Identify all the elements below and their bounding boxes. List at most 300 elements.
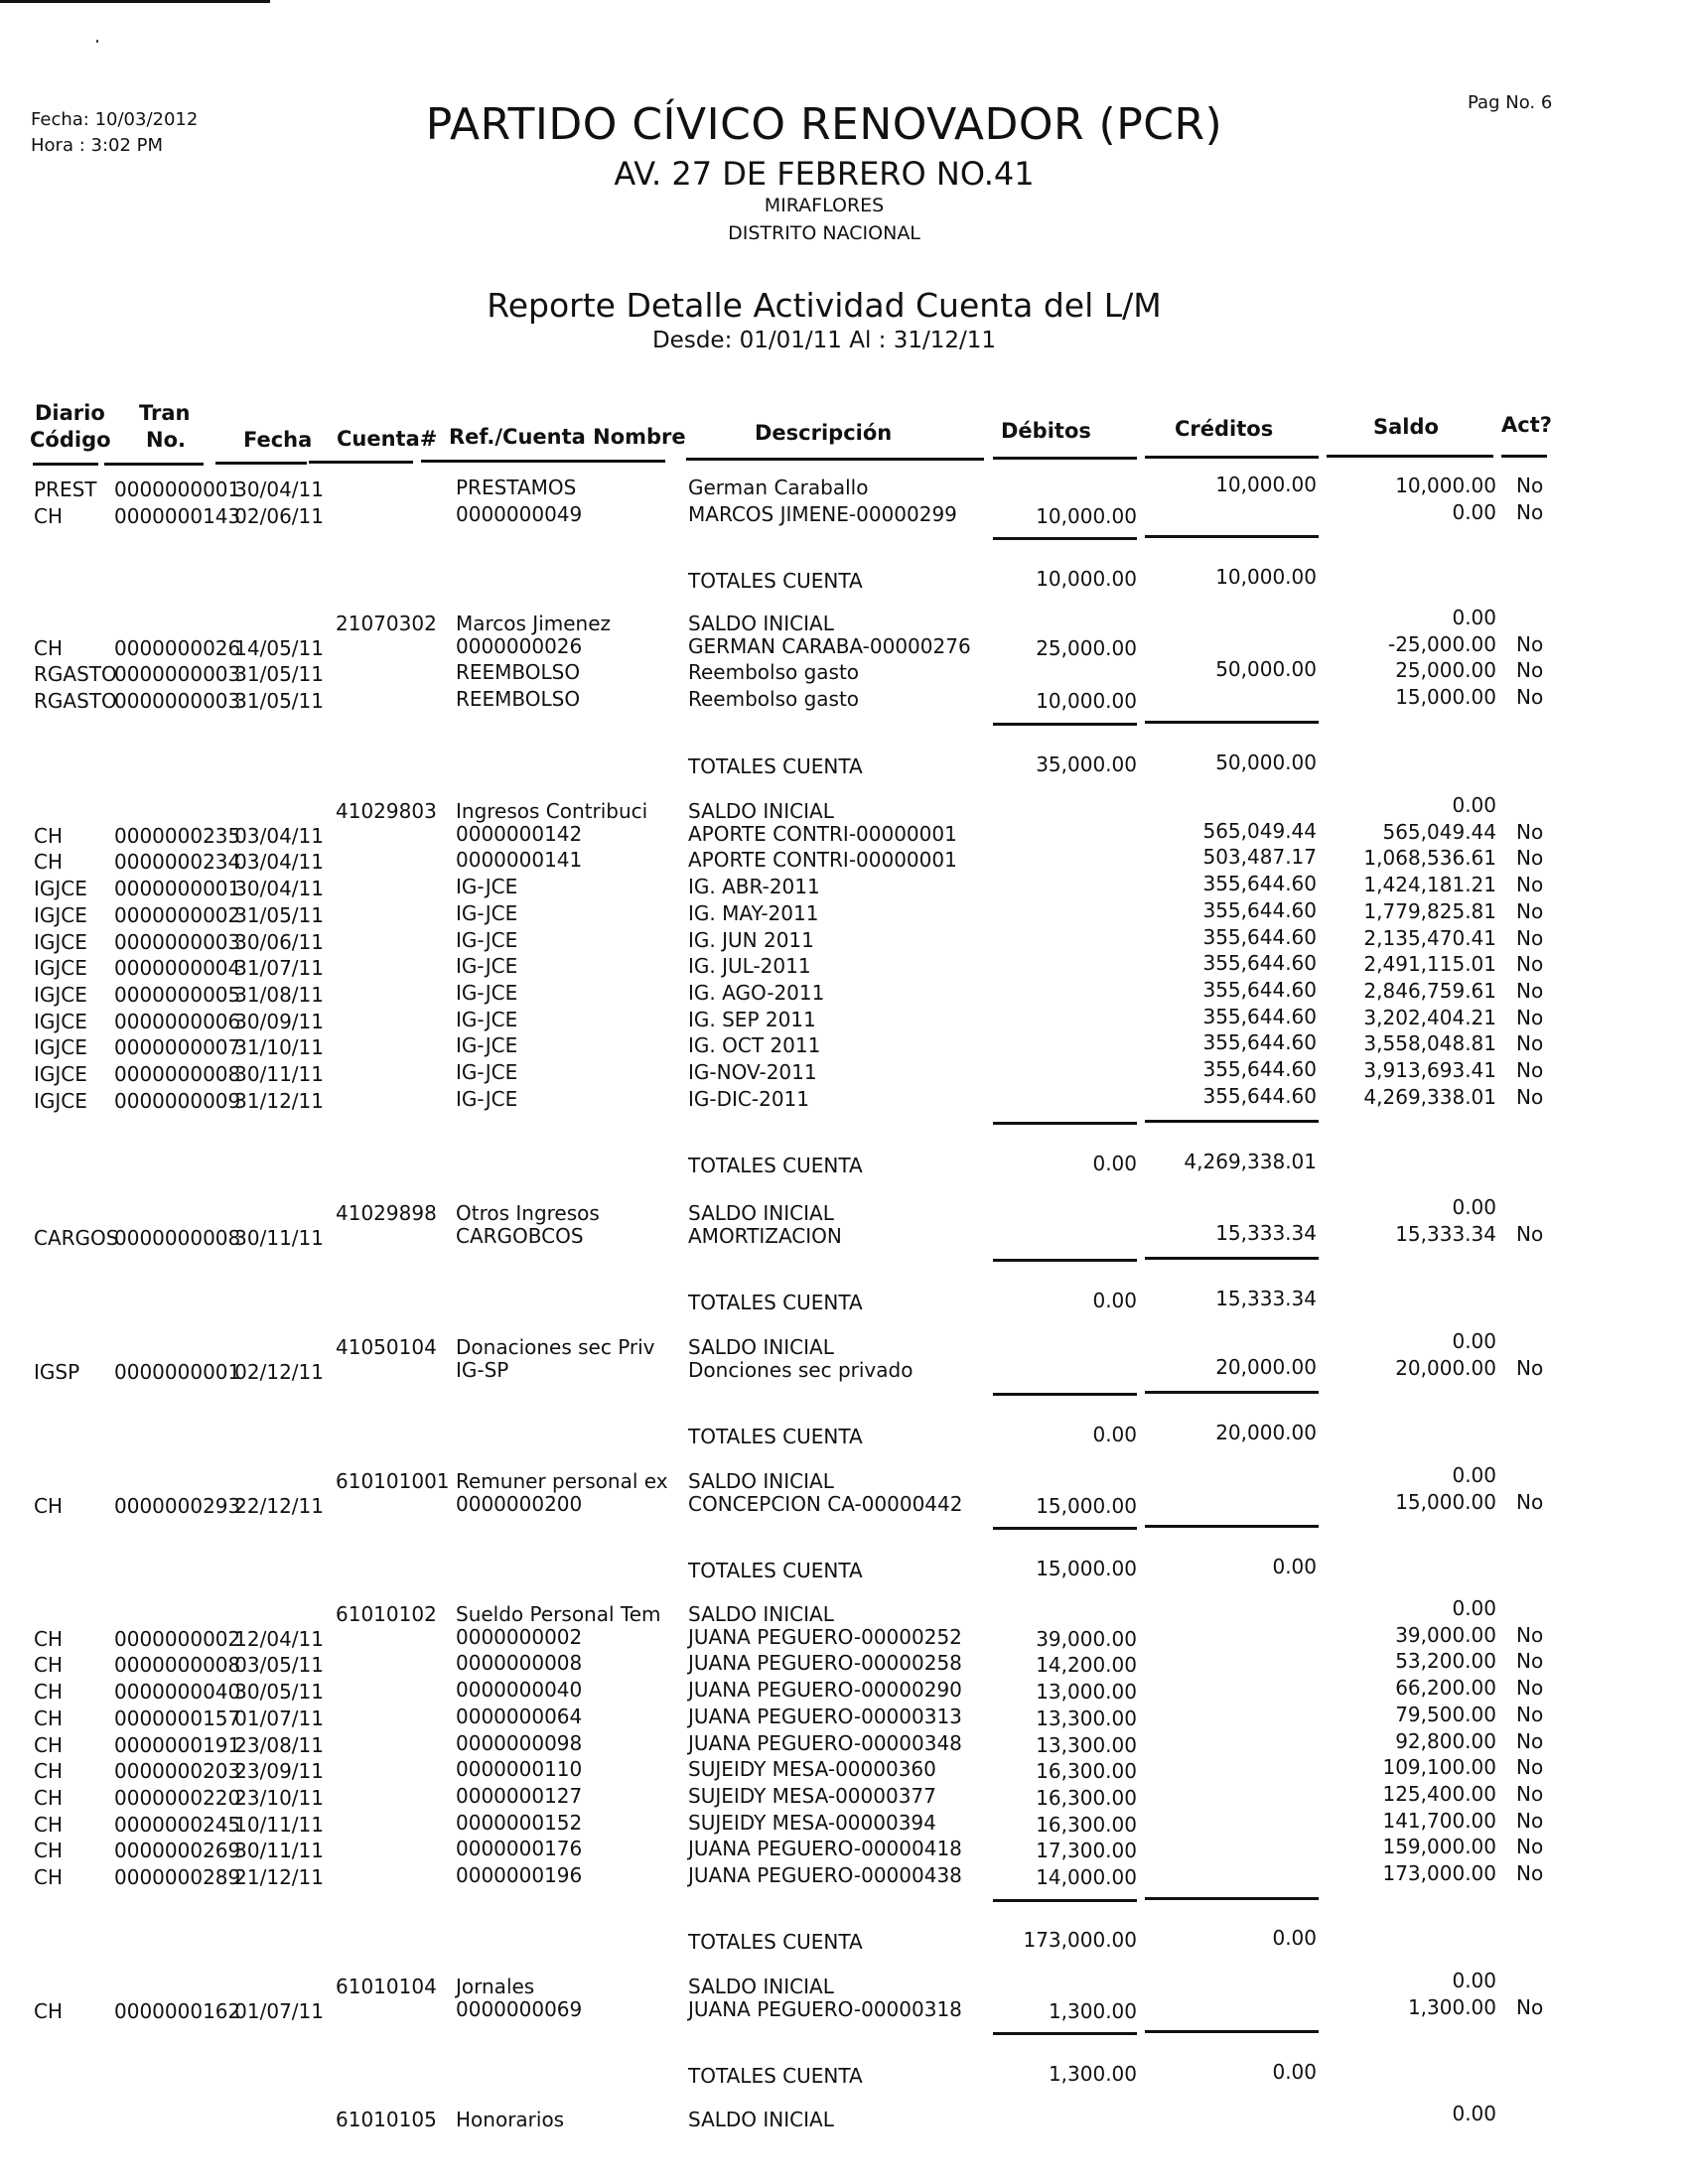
description: JUANA PEGUERO-00000258	[688, 1651, 962, 1676]
tran-number: 0000000001	[114, 1359, 241, 1384]
total-credits: 10,000.00	[1215, 565, 1317, 590]
credit-amount: 355,644.60	[1202, 1057, 1317, 1081]
saldo-inicial-value: 0.00	[1452, 1969, 1496, 1992]
total-credits: 0.00	[1272, 2060, 1317, 2085]
report-title: Reporte Detalle Actividad Cuenta del L/M	[487, 286, 1162, 325]
col-header-descripcion: Descripción	[755, 421, 893, 445]
entry-date: 31/05/11	[234, 662, 324, 687]
saldo-inicial-value: 0.00	[1452, 1463, 1496, 1487]
col-underline	[1327, 455, 1493, 458]
totals-label: TOTALES CUENTA	[688, 753, 863, 778]
total-rule-debit	[993, 1899, 1137, 1902]
col-underline	[686, 458, 984, 461]
tran-number: 0000000234	[114, 850, 241, 875]
balance-amount: 1,424,181.21	[1363, 873, 1496, 897]
total-rule-debit	[993, 537, 1137, 540]
diario-code: IGJCE	[34, 1088, 87, 1113]
col-header-diario: Diario	[35, 401, 105, 425]
diario-code: IGJCE	[34, 982, 87, 1007]
entry-date: 03/04/11	[234, 850, 324, 875]
description: Reembolso gasto	[688, 687, 860, 712]
saldo-inicial-value: 0.00	[1452, 1195, 1496, 1219]
description: IG. JUN 2011	[688, 927, 814, 952]
description: JUANA PEGUERO-00000313	[688, 1704, 962, 1728]
credit-amount: 355,644.60	[1202, 872, 1317, 896]
diario-code: IGJCE	[34, 902, 87, 927]
total-rule-credit	[1145, 1897, 1319, 1900]
balance-amount: 92,800.00	[1395, 1728, 1496, 1753]
act-flag: No	[1516, 873, 1544, 897]
balance-amount: 10,000.00	[1395, 474, 1496, 497]
total-rule-debit	[993, 1122, 1137, 1125]
diario-code: CH	[34, 1626, 64, 1651]
saldo-inicial-label: SALDO INICIAL	[688, 1602, 834, 1626]
credit-amount: 50,000.00	[1215, 657, 1317, 682]
diario-code: IGJCE	[34, 1062, 87, 1086]
account-name: Marcos Jimenez	[456, 612, 612, 635]
col-header-act: Act?	[1501, 413, 1552, 437]
debit-amount: 14,000.00	[1036, 1865, 1137, 1889]
credit-amount: 565,049.44	[1202, 818, 1317, 843]
saldo-inicial-label: SALDO INICIAL	[688, 1335, 834, 1359]
act-flag: No	[1516, 819, 1544, 844]
col-header-tran-no: No.	[146, 428, 186, 452]
tran-number: 0000000269	[114, 1839, 241, 1863]
act-flag: No	[1516, 1835, 1544, 1859]
act-flag: No	[1516, 1622, 1544, 1647]
diario-code: CARGOS	[34, 1225, 119, 1250]
act-flag: No	[1516, 925, 1544, 950]
saldo-inicial-value: 0.00	[1452, 793, 1496, 817]
total-credits: 4,269,338.01	[1184, 1150, 1317, 1174]
debit-amount: 10,000.00	[1036, 503, 1137, 528]
credit-amount: 355,644.60	[1202, 951, 1317, 976]
balance-amount: 125,400.00	[1382, 1781, 1496, 1806]
tran-number: 0000000009	[114, 1088, 241, 1113]
col-underline	[33, 463, 98, 466]
entry-date: 03/05/11	[234, 1653, 324, 1678]
entry-date: 01/07/11	[234, 1706, 324, 1730]
col-header-saldo: Saldo	[1373, 415, 1439, 439]
ref-account: 0000000049	[456, 501, 583, 526]
ref-account: 0000000110	[456, 1757, 583, 1782]
ref-account: 0000000127	[456, 1783, 583, 1808]
balance-amount: 2,491,115.01	[1363, 952, 1496, 977]
diario-code: CH	[34, 1785, 64, 1810]
diario-code: IGJCE	[34, 929, 87, 954]
ref-account: CARGOBCOS	[456, 1223, 584, 1248]
col-underline	[1501, 455, 1547, 458]
totals-label: TOTALES CUENTA	[688, 1559, 863, 1583]
diario-code: IGJCE	[34, 1009, 87, 1033]
account-name: Sueldo Personal Tem	[456, 1602, 661, 1626]
organization-address: AV. 27 DE FEBRERO NO.41	[614, 155, 1035, 193]
description: JUANA PEGUERO-00000438	[688, 1863, 962, 1887]
entry-date: 30/05/11	[234, 1680, 324, 1705]
diario-code: CH	[34, 1759, 64, 1784]
totals-label: TOTALES CUENTA	[688, 1291, 863, 1315]
saldo-inicial-label: SALDO INICIAL	[688, 1201, 834, 1225]
balance-amount: 0.00	[1452, 499, 1496, 524]
tran-number: 0000000245	[114, 1812, 241, 1837]
account-number: 41050104	[336, 1335, 437, 1359]
saldo-inicial-label: SALDO INICIAL	[688, 799, 834, 823]
credit-amount: 355,644.60	[1202, 1083, 1317, 1108]
saldo-inicial-label: SALDO INICIAL	[688, 1469, 834, 1493]
col-underline	[993, 457, 1137, 460]
diario-code: CH	[34, 1865, 64, 1889]
balance-amount: 15,333.34	[1395, 1221, 1496, 1246]
balance-amount: 15,000.00	[1395, 685, 1496, 710]
ref-account: IG-JCE	[456, 1060, 518, 1084]
diario-code: CH	[34, 1732, 64, 1757]
entry-date: 23/08/11	[234, 1732, 324, 1757]
description: IG. OCT 2011	[688, 1033, 821, 1058]
diario-code: CH	[34, 1998, 64, 2023]
balance-amount: 66,200.00	[1395, 1676, 1496, 1701]
debit-amount: 15,000.00	[1036, 1493, 1137, 1518]
balance-amount: 15,000.00	[1395, 1489, 1496, 1514]
entry-date: 30/11/11	[234, 1225, 324, 1250]
ref-account: IG-JCE	[456, 954, 518, 979]
debit-amount: 25,000.00	[1036, 635, 1137, 660]
balance-amount: 1,300.00	[1407, 1994, 1496, 2019]
account-number: 21070302	[336, 612, 437, 635]
balance-amount: 53,200.00	[1395, 1649, 1496, 1674]
tran-number: 0000000026	[114, 635, 241, 660]
act-flag: No	[1516, 1649, 1544, 1674]
ref-account: IG-JCE	[456, 1086, 518, 1111]
account-number: 41029803	[336, 799, 437, 823]
tran-number: 0000000003	[114, 929, 241, 954]
ref-account: REEMBOLSO	[456, 687, 581, 712]
col-header-ref: Ref./Cuenta Nombre	[449, 425, 686, 449]
total-rule-debit	[993, 1393, 1137, 1396]
balance-amount: 2,135,470.41	[1363, 925, 1496, 950]
diario-code: RGASTO	[34, 689, 117, 714]
description: JUANA PEGUERO-00000252	[688, 1624, 962, 1649]
saldo-inicial-value: 0.00	[1452, 1329, 1496, 1353]
total-credits: 0.00	[1272, 1555, 1317, 1579]
debit-amount: 13,000.00	[1036, 1680, 1137, 1705]
diario-code: IGSP	[34, 1359, 80, 1384]
page-number: Pag No. 6	[1468, 92, 1553, 113]
account-number: 61010105	[336, 2108, 437, 2131]
act-flag: No	[1516, 499, 1544, 524]
diario-code: CH	[34, 1653, 64, 1678]
tran-number: 0000000220	[114, 1785, 241, 1810]
total-debits: 0.00	[1092, 1152, 1137, 1176]
description: IG. SEP 2011	[688, 1007, 816, 1031]
balance-amount: 39,000.00	[1395, 1622, 1496, 1647]
description: SUJEIDY MESA-00000394	[688, 1810, 936, 1835]
account-number: 610101001	[336, 1469, 450, 1493]
total-credits: 15,333.34	[1215, 1287, 1317, 1311]
ref-account: 0000000040	[456, 1678, 583, 1703]
ref-account: 0000000176	[456, 1837, 583, 1861]
ref-account: 0000000064	[456, 1704, 583, 1728]
act-flag: No	[1516, 1728, 1544, 1753]
saldo-inicial-label: SALDO INICIAL	[688, 1975, 834, 1998]
act-flag: No	[1516, 1808, 1544, 1833]
ref-account: IG-JCE	[456, 900, 518, 925]
balance-amount: 20,000.00	[1395, 1355, 1496, 1380]
tran-number: 0000000003	[114, 689, 241, 714]
ref-account: IG-JCE	[456, 980, 518, 1005]
tran-number: 0000000005	[114, 982, 241, 1007]
description: IG-DIC-2011	[688, 1086, 809, 1111]
tran-number: 0000000002	[114, 1626, 241, 1651]
total-rule-credit	[1145, 1120, 1319, 1123]
account-name: Ingresos Contribuci	[456, 799, 648, 823]
saldo-inicial-label: SALDO INICIAL	[688, 612, 834, 635]
act-flag: No	[1516, 1355, 1544, 1380]
description: AMORTIZACION	[688, 1223, 842, 1248]
ref-account: 0000000196	[456, 1863, 583, 1887]
balance-amount: 79,500.00	[1395, 1702, 1496, 1726]
saldo-inicial-value: 0.00	[1452, 2102, 1496, 2125]
ref-account: 0000000152	[456, 1810, 583, 1835]
total-rule-credit	[1145, 2030, 1319, 2033]
ref-account: REEMBOLSO	[456, 660, 581, 685]
tran-number: 0000000006	[114, 1009, 241, 1033]
balance-amount: 3,202,404.21	[1363, 1005, 1496, 1029]
act-flag: No	[1516, 978, 1544, 1003]
total-credits: 0.00	[1272, 1926, 1317, 1951]
total-credits: 20,000.00	[1215, 1421, 1317, 1445]
col-header-creditos: Créditos	[1175, 417, 1274, 441]
description: JUANA PEGUERO-00000290	[688, 1678, 962, 1703]
act-flag: No	[1516, 846, 1544, 871]
total-rule-credit	[1145, 1257, 1319, 1260]
total-debits: 0.00	[1092, 1423, 1137, 1447]
credit-amount: 10,000.00	[1215, 473, 1317, 496]
total-debits: 10,000.00	[1036, 567, 1137, 592]
account-number: 61010104	[336, 1975, 437, 1998]
act-flag: No	[1516, 474, 1544, 497]
entry-date: 23/10/11	[234, 1785, 324, 1810]
entry-date: 30/06/11	[234, 929, 324, 954]
col-header-cuenta: Cuenta#	[337, 427, 438, 451]
entry-date: 23/09/11	[234, 1759, 324, 1784]
entry-date: 02/12/11	[234, 1359, 324, 1384]
total-debits: 35,000.00	[1036, 751, 1137, 776]
col-underline	[421, 460, 665, 463]
diario-code: CH	[34, 1706, 64, 1730]
entry-date: 30/09/11	[234, 1009, 324, 1033]
account-number: 41029898	[336, 1201, 437, 1225]
credit-amount: 15,333.34	[1215, 1220, 1317, 1245]
description: JUANA PEGUERO-00000418	[688, 1837, 962, 1861]
description: Reembolso gasto	[688, 660, 860, 685]
entry-date: 12/04/11	[234, 1626, 324, 1651]
total-credits: 50,000.00	[1215, 750, 1317, 774]
description: IG. ABR-2011	[688, 875, 820, 899]
act-flag: No	[1516, 1702, 1544, 1726]
ref-account: 0000000098	[456, 1730, 583, 1755]
tran-number: 0000000002	[114, 902, 241, 927]
saldo-inicial-label: SALDO INICIAL	[688, 2108, 834, 2131]
act-flag: No	[1516, 1861, 1544, 1885]
diario-code: CH	[34, 1493, 64, 1518]
tran-number: 0000000293	[114, 1493, 241, 1518]
diario-code: PREST	[34, 478, 97, 501]
total-debits: 1,300.00	[1048, 2062, 1137, 2087]
balance-amount: 4,269,338.01	[1363, 1084, 1496, 1109]
total-debits: 15,000.00	[1036, 1557, 1137, 1581]
act-flag: No	[1516, 1781, 1544, 1806]
act-flag: No	[1516, 1084, 1544, 1109]
diario-code: CH	[34, 823, 64, 848]
tran-number: 0000000008	[114, 1062, 241, 1086]
debit-amount: 17,300.00	[1036, 1839, 1137, 1863]
act-flag: No	[1516, 898, 1544, 923]
act-flag: No	[1516, 1031, 1544, 1056]
report-date-range: Desde: 01/01/11 Al : 31/12/11	[651, 328, 997, 353]
tran-number: 0000000162	[114, 1998, 241, 2023]
account-name: Otros Ingresos	[456, 1201, 600, 1225]
tran-number: 0000000040	[114, 1680, 241, 1705]
saldo-inicial-value: 0.00	[1452, 1596, 1496, 1620]
act-flag: No	[1516, 1221, 1544, 1246]
balance-amount: 1,779,825.81	[1363, 898, 1496, 923]
tran-number: 0000000001	[114, 478, 241, 501]
scan-artifact-line	[0, 0, 270, 3]
entry-date: 02/06/11	[234, 503, 324, 528]
account-name: Jornales	[456, 1975, 535, 1998]
diario-code: CH	[34, 635, 64, 660]
act-flag: No	[1516, 1994, 1544, 2019]
debit-amount: 39,000.00	[1036, 1626, 1137, 1651]
debit-amount: 1,300.00	[1048, 1998, 1137, 2023]
total-rule-credit	[1145, 1391, 1319, 1394]
tran-number: 0000000004	[114, 956, 241, 981]
balance-amount: -25,000.00	[1387, 631, 1496, 656]
tran-number: 0000000191	[114, 1732, 241, 1757]
col-header-debitos: Débitos	[1001, 419, 1091, 443]
ref-account: PRESTAMOS	[456, 476, 577, 499]
debit-amount: 13,300.00	[1036, 1732, 1137, 1757]
credit-amount: 355,644.60	[1202, 1030, 1317, 1055]
entry-date: 30/11/11	[234, 1062, 324, 1086]
ref-account: 0000000200	[456, 1491, 583, 1516]
col-header-codigo: Código	[30, 428, 111, 452]
tran-number: 0000000143	[114, 503, 241, 528]
debit-amount: 13,300.00	[1036, 1706, 1137, 1730]
credit-amount: 20,000.00	[1215, 1354, 1317, 1379]
total-debits: 173,000.00	[1023, 1928, 1137, 1953]
description: IG. JUL-2011	[688, 954, 811, 979]
description: JUANA PEGUERO-00000318	[688, 1996, 962, 2021]
totals-label: TOTALES CUENTA	[688, 1930, 863, 1955]
total-rule-credit	[1145, 721, 1319, 724]
description: GERMAN CARABA-00000276	[688, 633, 971, 658]
act-flag: No	[1516, 1489, 1544, 1514]
act-flag: No	[1516, 1058, 1544, 1082]
balance-amount: 25,000.00	[1395, 658, 1496, 683]
col-underline	[104, 463, 204, 466]
total-debits: 0.00	[1092, 1289, 1137, 1313]
totals-label: TOTALES CUENTA	[688, 569, 863, 594]
description: IG. MAY-2011	[688, 900, 819, 925]
totals-label: TOTALES CUENTA	[688, 1154, 863, 1178]
total-rule-debit	[993, 1527, 1137, 1530]
col-header-tran: Tran	[139, 401, 191, 425]
tran-number: 0000000157	[114, 1706, 241, 1730]
entry-date: 31/05/11	[234, 689, 324, 714]
tran-number: 0000000003	[114, 662, 241, 687]
diario-code: CH	[34, 1680, 64, 1705]
total-rule-credit	[1145, 1525, 1319, 1528]
balance-amount: 3,913,693.41	[1363, 1058, 1496, 1082]
print-date: Fecha: 10/03/2012	[31, 109, 199, 130]
entry-date: 21/12/11	[234, 1865, 324, 1889]
entry-date: 31/08/11	[234, 982, 324, 1007]
col-underline	[1145, 456, 1319, 459]
ref-account: IG-JCE	[456, 1007, 518, 1031]
description: JUANA PEGUERO-00000348	[688, 1730, 962, 1755]
description: German Caraballo	[688, 476, 869, 499]
credit-amount: 355,644.60	[1202, 897, 1317, 922]
account-name: Remuner personal ex	[456, 1469, 668, 1493]
col-underline	[309, 461, 413, 464]
entry-date: 03/04/11	[234, 823, 324, 848]
diario-code: CH	[34, 1812, 64, 1837]
act-flag: No	[1516, 952, 1544, 977]
diario-code: CH	[34, 503, 64, 528]
balance-amount: 173,000.00	[1382, 1861, 1496, 1885]
account-name: Honorarios	[456, 2108, 565, 2131]
description: MARCOS JIMENE-00000299	[688, 501, 957, 526]
act-flag: No	[1516, 685, 1544, 710]
description: APORTE CONTRI-00000001	[688, 821, 957, 846]
credit-amount: 503,487.17	[1202, 845, 1317, 870]
description: Donciones sec privado	[688, 1357, 914, 1382]
balance-amount: 3,558,048.81	[1363, 1031, 1496, 1056]
organization-name: PARTIDO CÍVICO RENOVADOR (PCR)	[425, 99, 1223, 150]
entry-date: 14/05/11	[234, 635, 324, 660]
print-time: Hora : 3:02 PM	[31, 135, 164, 156]
diario-code: RGASTO	[34, 662, 117, 687]
account-number: 61010102	[336, 1602, 437, 1626]
entry-date: 01/07/11	[234, 1998, 324, 2023]
debit-amount: 16,300.00	[1036, 1812, 1137, 1837]
description: APORTE CONTRI-00000001	[688, 848, 957, 873]
ref-account: 0000000141	[456, 848, 583, 873]
credit-amount: 355,644.60	[1202, 924, 1317, 949]
entry-date: 30/04/11	[234, 478, 324, 501]
entry-date: 31/10/11	[234, 1035, 324, 1060]
credit-amount: 355,644.60	[1202, 977, 1317, 1002]
balance-amount: 159,000.00	[1382, 1835, 1496, 1859]
credit-amount: 355,644.60	[1202, 1004, 1317, 1028]
act-flag: No	[1516, 1755, 1544, 1780]
act-flag: No	[1516, 631, 1544, 656]
balance-amount: 109,100.00	[1382, 1755, 1496, 1780]
saldo-inicial-value: 0.00	[1452, 606, 1496, 629]
description: IG-NOV-2011	[688, 1060, 817, 1084]
ref-account: IG-JCE	[456, 1033, 518, 1058]
ref-account: 0000000002	[456, 1624, 583, 1649]
description: SUJEIDY MESA-00000377	[688, 1783, 936, 1808]
description: IG. AGO-2011	[688, 980, 825, 1005]
scan-artifact-dot	[96, 40, 98, 43]
totals-label: TOTALES CUENTA	[688, 1425, 863, 1449]
debit-amount: 16,300.00	[1036, 1759, 1137, 1784]
tran-number: 0000000203	[114, 1759, 241, 1784]
balance-amount: 2,846,759.61	[1363, 978, 1496, 1003]
act-flag: No	[1516, 1676, 1544, 1701]
